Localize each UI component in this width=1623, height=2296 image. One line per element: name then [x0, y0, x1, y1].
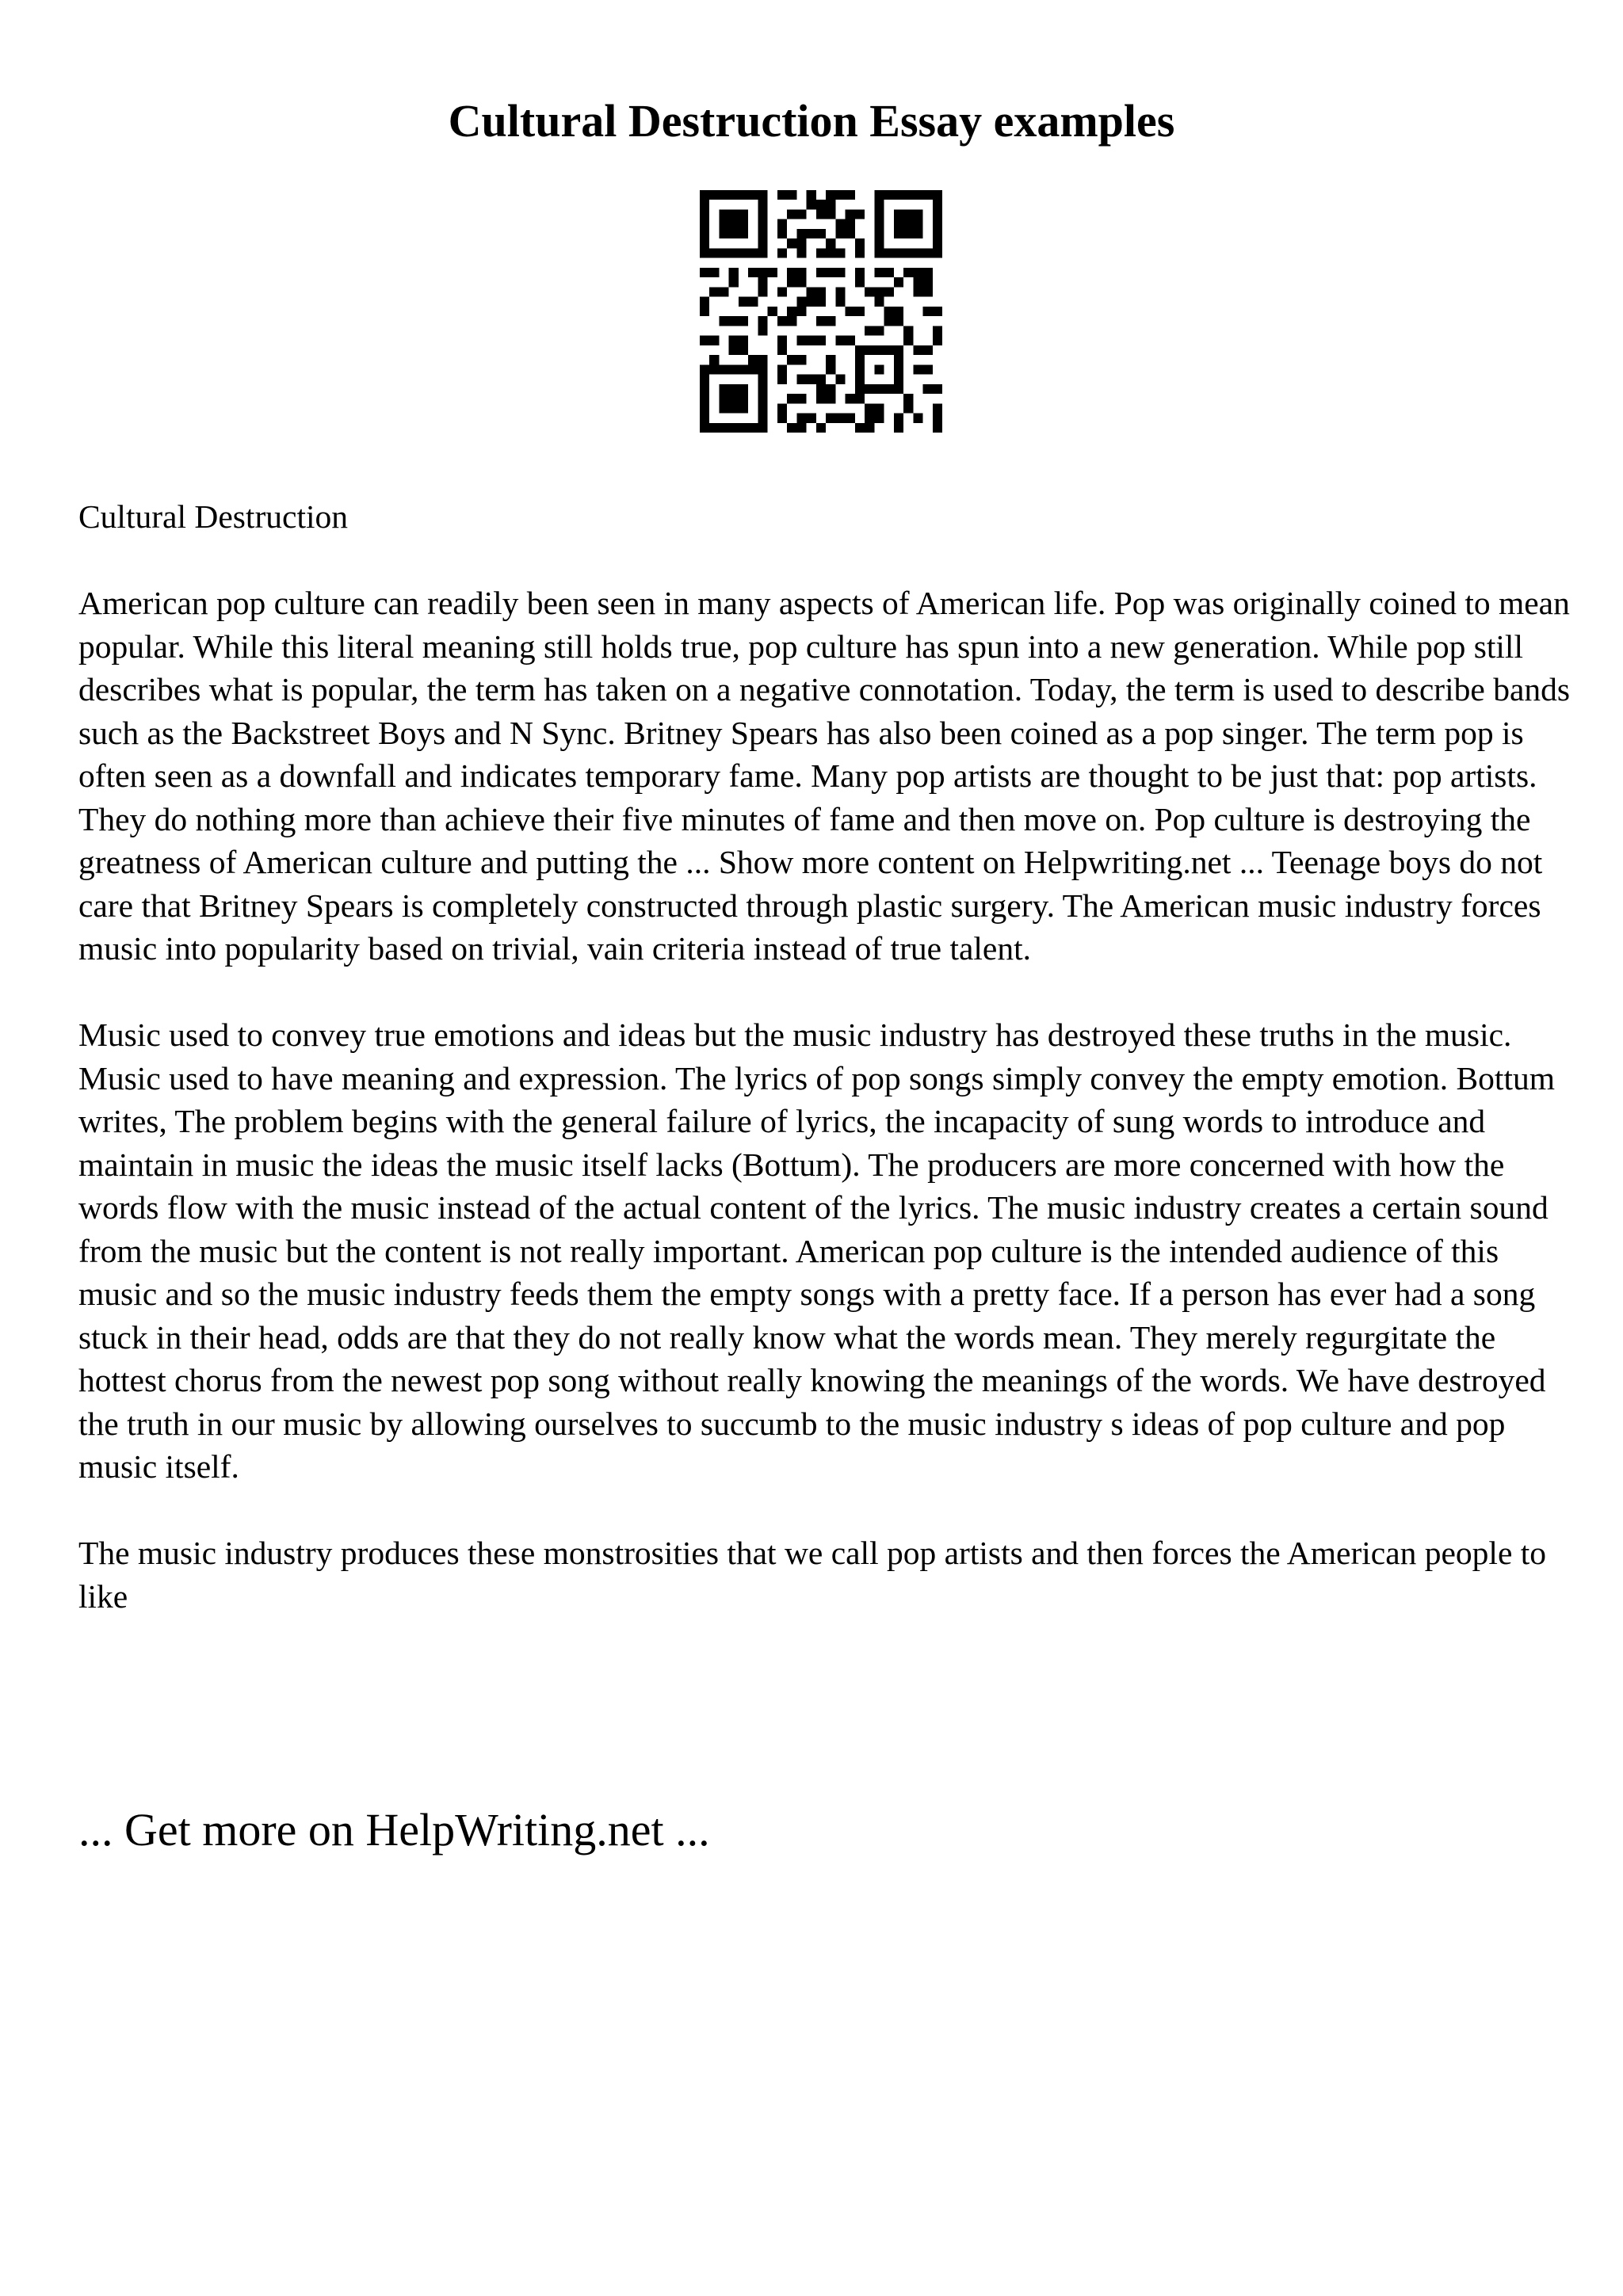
essay-paragraph-3: The music industry produces these monstrosities that we call pop artists and then forces the American people to like: [78, 1535, 1547, 1615]
page-title: Cultural Destruction Essay examples: [448, 95, 1175, 147]
qr-code-icon: [700, 190, 942, 433]
essay-paragraph-1: American pop culture can readily been seen in many aspects of American life. Pop was originally coined to mean popular. While this literal meaning still holds true, pop culture has spun into a new generation. While pop still describes what is popular, the term has taken on a negative connotation. Today, the term is used to describe bands such as the Backstreet Boys and N Sync. Britney Spears has also been coined as a pop singer. The term pop is often seen as a downfall and indicates temporary fame. Many pop artists are thought to be just that: pop artists. They do nothing more than achieve their five minutes of fame and then move on. Pop culture is destroying the greatness of American culture and putting the ... Show more content on Helpwriting.net ... Teenage boys do not care that Britney Spears is completely constructed through plastic surgery. The American music industry forces music into popularity based on trivial, vain criteria instead of true talent.: [78, 585, 1571, 967]
get-more-link[interactable]: ... Get more on HelpWriting.net ...: [78, 1804, 710, 1855]
essay-subheading: Cultural Destruction: [78, 498, 349, 535]
essay-paragraph-2: Music used to convey true emotions and ideas but the music industry has destroyed these truths in the music. Music used to have meaning and expression. The lyrics of pop songs simply convey the empty emotion. Bottum writes, The problem begins with the general failure of lyrics, the incapacity of sung words to introduce and maintain in music the ideas the music itself lacks (Bottum). The producers are more concerned with how the words flow with the music instead of the actual content of the lyrics. The music industry creates a certain sound from the music but the content is not really important. American pop culture is the intended audience of this music and so the music industry feeds them the empty songs with a pretty face. If a person has ever had a song stuck in their head, odds are that they do not really know what the words mean. They merely regurgitate the hottest chorus from the newest pop song without really knowing the meanings of the words. We have destroyed the truth in our music by allowing ourselves to succumb to the music industry s ideas of pop culture and pop music itself.: [78, 1016, 1556, 1485]
essay-body: [78, 495, 1584, 1661]
